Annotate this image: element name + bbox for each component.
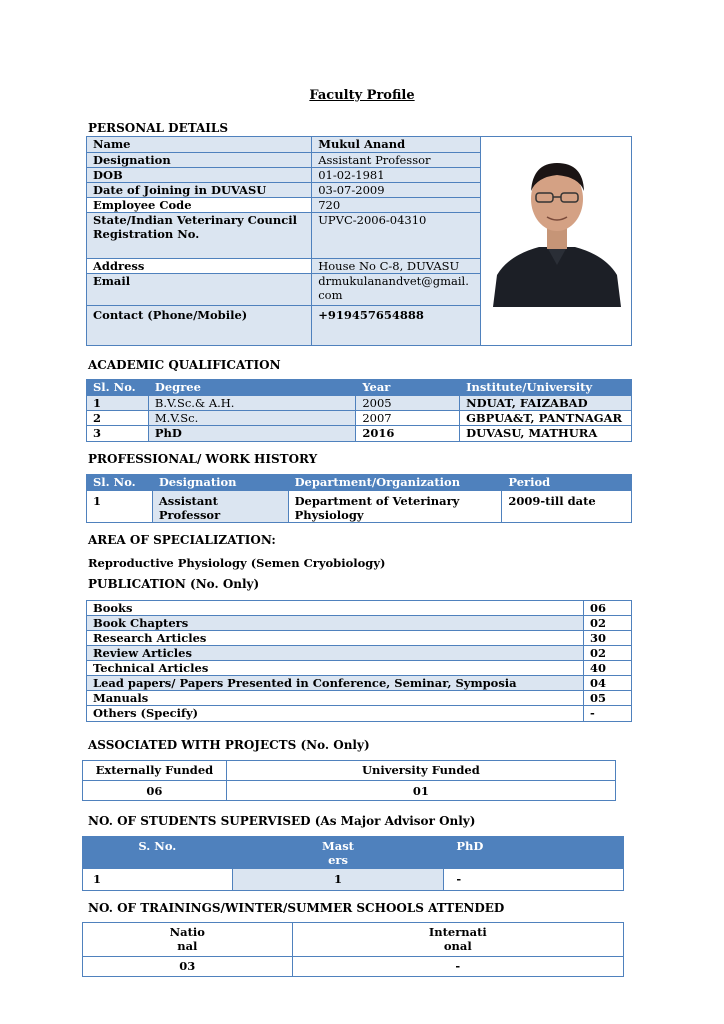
- value-email: drmukulanandvet@gmail.com: [312, 274, 481, 306]
- projects-header-university: University Funded: [226, 761, 615, 781]
- publication-table: [86, 600, 632, 722]
- pub-lead-papers-label: Lead papers/ Papers Presented in Conference, Seminar, Symposia: [87, 676, 584, 691]
- students-value-masters: 1: [232, 869, 444, 891]
- pub-lead-papers-count: 04: [584, 676, 632, 691]
- pub-review-count: 02: [584, 646, 632, 661]
- students-value-phd: -: [444, 869, 624, 891]
- academic-row-2-year: 2007: [356, 411, 460, 426]
- academic-row-1-institute: NDUAT, FAIZABAD: [460, 396, 632, 411]
- students-heading: NO. OF STUDENTS SUPERVISED (As Major Advisor Only): [88, 814, 476, 828]
- label-joining: Date of Joining in DUVASU: [87, 183, 312, 198]
- students-table: [82, 836, 624, 891]
- students-value-sno: 1: [83, 869, 233, 891]
- students-header-masters-line2: ers: [328, 853, 348, 867]
- projects-header-external: Externally Funded: [83, 761, 227, 781]
- work-row-1-slno: 1: [87, 491, 153, 523]
- value-registration: UPVC-2006-04310: [312, 213, 481, 259]
- pub-technical-label: Technical Articles: [87, 661, 584, 676]
- work-header-department: Department/Organization: [288, 475, 502, 491]
- pub-chapters-label: Book Chapters: [87, 616, 584, 631]
- academic-row-2-institute: GBPUA&T, PANTNAGAR: [460, 411, 632, 426]
- value-dob: 01-02-1981: [312, 168, 481, 183]
- trainings-heading: NO. OF TRAININGS/WINTER/SUMMER SCHOOLS ATTENDED: [88, 901, 505, 915]
- academic-heading: ACADEMIC QUALIFICATION: [88, 358, 281, 372]
- publication-heading: PUBLICATION (No. Only): [88, 577, 260, 591]
- personal-heading: PERSONAL DETAILS: [88, 121, 229, 135]
- value-designation: Assistant Professor: [312, 153, 481, 168]
- trainings-table: [82, 922, 624, 977]
- academic-row-1-slno: 1: [87, 396, 149, 411]
- projects-heading: ASSOCIATED WITH PROJECTS (No. Only): [88, 738, 370, 752]
- projects-table: [82, 760, 616, 801]
- students-header-sno: S. No.: [83, 837, 233, 869]
- value-joining: 03-07-2009: [312, 183, 481, 198]
- pub-books-label: Books: [87, 601, 584, 616]
- value-employee-code: 720: [312, 198, 481, 213]
- trainings-header-national-line2: nal: [177, 939, 198, 953]
- projects-value-external: 06: [83, 781, 227, 801]
- value-address: House No C-8, DUVASU: [312, 259, 481, 274]
- academic-header-degree: Degree: [148, 380, 355, 396]
- academic-row-3-institute: DUVASU, MATHURA: [460, 426, 632, 442]
- work-row-1-period: 2009-till date: [502, 491, 632, 523]
- pub-research-label: Research Articles: [87, 631, 584, 646]
- work-header-designation: Designation: [152, 475, 288, 491]
- trainings-header-national-line1: Natio: [169, 925, 205, 939]
- academic-header-slno: Sl. No.: [87, 380, 149, 396]
- trainings-value-international: -: [292, 957, 623, 977]
- label-email: Email: [87, 274, 312, 306]
- academic-row-2-slno: 2: [87, 411, 149, 426]
- label-employee-code: Employee Code: [87, 198, 312, 213]
- pub-others-label: Others (Specify): [87, 706, 584, 722]
- academic-header-institute: Institute/University: [460, 380, 632, 396]
- academic-row-3-year: 2016: [356, 426, 460, 442]
- specialization-heading: AREA OF SPECIALIZATION:: [88, 533, 276, 547]
- trainings-value-national: 03: [83, 957, 293, 977]
- trainings-header-international-line1: Internati: [428, 925, 487, 939]
- academic-header-year: Year: [356, 380, 460, 396]
- work-row-1-department: Department of Veterinary Physiology: [288, 491, 502, 523]
- label-dob: DOB: [87, 168, 312, 183]
- specialization-text: Reproductive Physiology (Semen Cryobiology): [88, 556, 386, 570]
- value-contact: +919457654888: [312, 306, 481, 346]
- pub-books-count: 06: [584, 601, 632, 616]
- students-header-masters: [232, 837, 444, 869]
- label-designation: Designation: [87, 153, 312, 168]
- work-heading: PROFESSIONAL/ WORK HISTORY: [88, 452, 318, 466]
- pub-manuals-label: Manuals: [87, 691, 584, 706]
- academic-row-1-degree: B.V.Sc.& A.H.: [148, 396, 355, 411]
- work-header-period: Period: [502, 475, 632, 491]
- trainings-header-international: [292, 923, 623, 957]
- academic-row-3-slno: 3: [87, 426, 149, 442]
- value-name: Mukul Anand: [312, 137, 481, 153]
- pub-manuals-count: 05: [584, 691, 632, 706]
- students-header-masters-line1: Mast: [322, 839, 354, 853]
- academic-row-1-year: 2005: [356, 396, 460, 411]
- trainings-header-national: [83, 923, 293, 957]
- profile-photo: [489, 147, 625, 307]
- page-title: Faculty Profile: [309, 88, 415, 103]
- students-header-phd: PhD: [444, 837, 624, 869]
- pub-review-label: Review Articles: [87, 646, 584, 661]
- label-name: Name: [87, 137, 312, 153]
- pub-technical-count: 40: [584, 661, 632, 676]
- label-registration: State/Indian Veterinary Council Registration No.: [87, 213, 312, 259]
- pub-others-count: -: [584, 706, 632, 722]
- personal-table: [86, 136, 632, 346]
- academic-row-3-degree: PhD: [148, 426, 355, 442]
- work-row-1-designation: Assistant Professor: [152, 491, 288, 523]
- label-contact: Contact (Phone/Mobile): [87, 306, 312, 346]
- projects-value-university: 01: [226, 781, 615, 801]
- pub-chapters-count: 02: [584, 616, 632, 631]
- academic-table: [86, 379, 632, 442]
- work-table: [86, 474, 632, 523]
- pub-research-count: 30: [584, 631, 632, 646]
- academic-row-2-degree: M.V.Sc.: [148, 411, 355, 426]
- photo-cell: [480, 137, 631, 346]
- trainings-header-international-line2: onal: [443, 939, 472, 953]
- work-header-slno: Sl. No.: [87, 475, 153, 491]
- label-address: Address: [87, 259, 312, 274]
